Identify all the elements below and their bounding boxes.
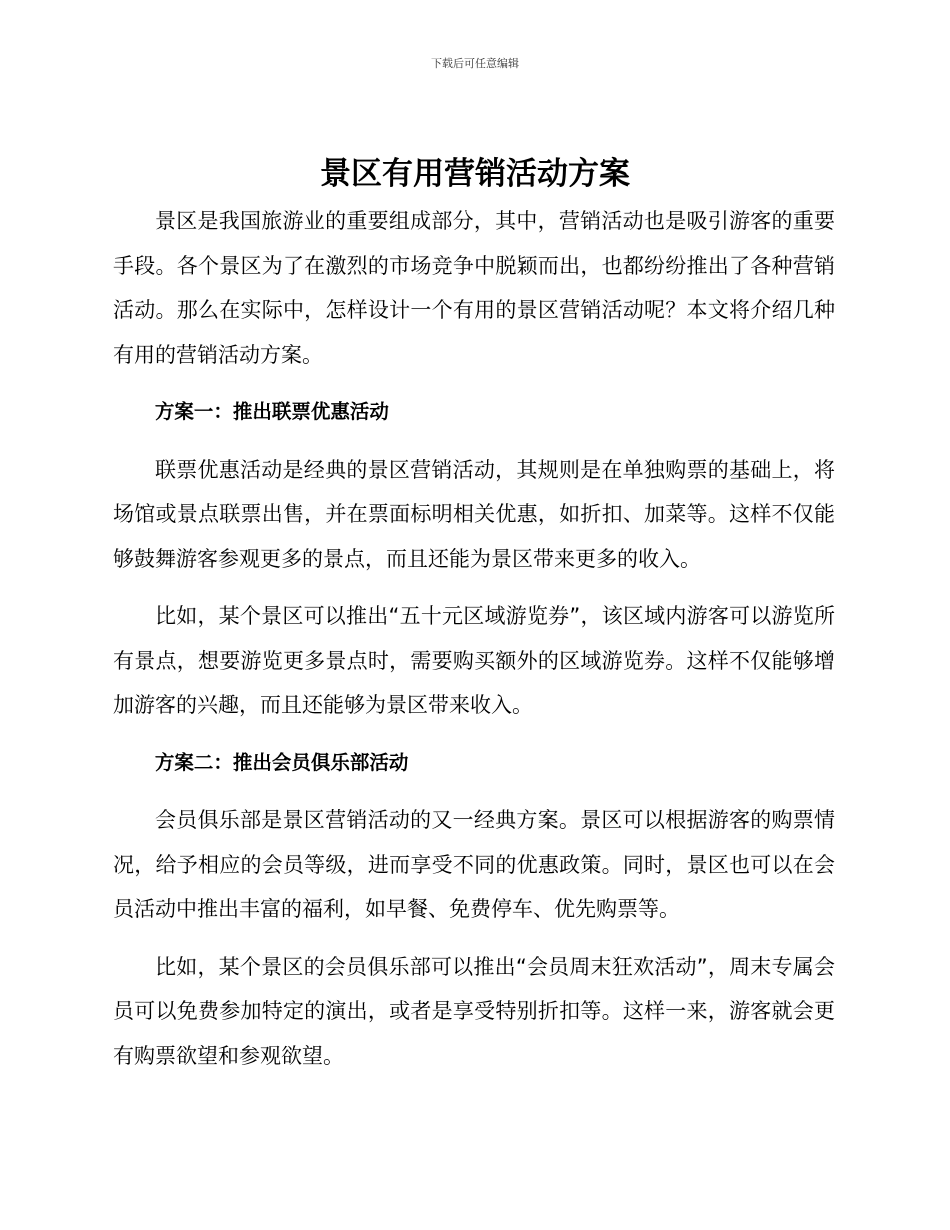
header-note: 下载后可任意编辑	[431, 57, 519, 70]
page-title: 景区有用营销活动方案	[320, 156, 630, 192]
body-paragraph: 会员俱乐部是景区营销活动的又一经典方案。景区可以根据游客的购票情况，给予相应的会员等级，进而享受不同的优惠政策。同时，景区也可以在会员活动中推出丰富的福利，如早餐、免费停车、优先购票等。	[113, 808, 835, 921]
section-heading: 方案二：推出会员俱乐部活动	[154, 750, 409, 774]
section-heading: 方案一：推出联票优惠活动	[154, 400, 389, 423]
intro-paragraph: 景区是我国旅游业的重要组成部分，其中，营销活动也是吸引游客的重要手段。各个景区为了在激烈的市场竞争中脱颖而出，也都纷纷推出了各种营销活动。那么在实际中，怎样设计一个有用的景区营销活动呢？本文将介绍几种有用的营销活动方案。	[113, 209, 835, 367]
document-body	[113, 199, 835, 1078]
body-paragraph: 联票优惠活动是经典的景区营销活动，其规则是在单独购票的基础上，将场馆或景点联票出售，并在票面标明相关优惠，如折扣、加菜等。这样不仅能够鼓舞游客参观更多的景点，而且还能为景区带来更多的收入。	[113, 457, 835, 571]
section-plan-one	[113, 390, 835, 728]
body-paragraph: 比如，某个景区可以推出“五十元区域游览券”，该区域内游客可以游览所有景点，想要游览更多景点时，需要购买额外的区域游览券。这样不仅能够增加游客的兴趣，而且还能够为景区带来收入。	[113, 604, 835, 717]
section-plan-two	[113, 741, 835, 1079]
body-paragraph: 比如，某个景区的会员俱乐部可以推出“会员周末狂欢活动”，周末专属会员可以免费参加特定的演出，或者是享受特别折扣等。这样一来，游客就会更有购票欲望和参观欲望。	[113, 954, 835, 1068]
